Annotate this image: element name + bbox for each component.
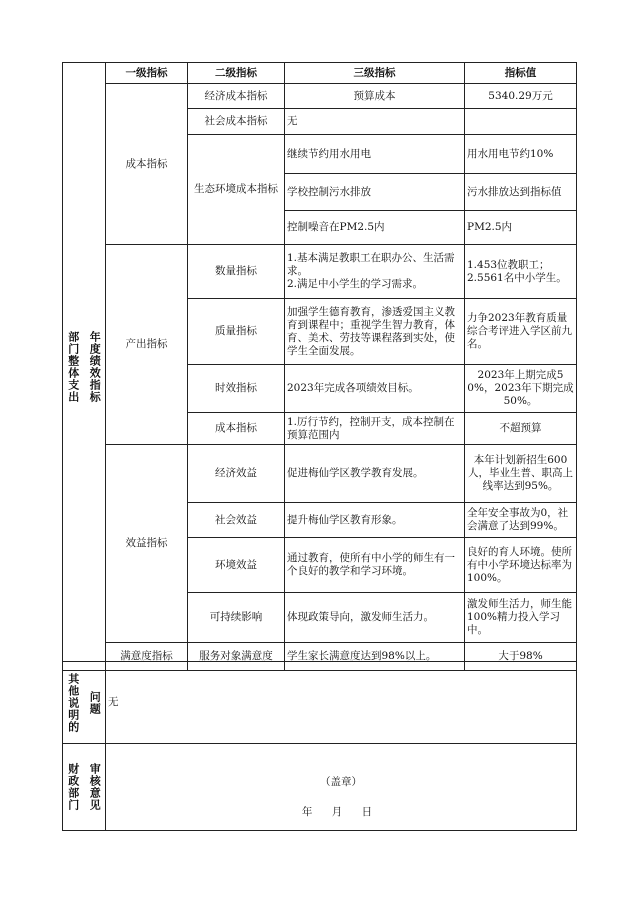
header-level1: 一级指标 (106, 63, 188, 84)
date-text: 年 月 日 (301, 806, 381, 818)
output-timeliness-value: 2023年上期完成50%，2023年下期完成50%。 (465, 365, 577, 413)
benefit-level1: 效益指标 (106, 445, 188, 643)
benefit-sustainable-level2: 可持续影响 (188, 593, 285, 643)
cost-eco-value-3: PM2.5内 (465, 211, 577, 245)
cost-eco-level3-1: 继续节约用水用电 (285, 135, 465, 174)
benefit-social-level2: 社会效益 (188, 503, 285, 538)
cost-eco-level2: 生态环境成本指标 (188, 135, 285, 245)
cost-economic-value: 5340.29万元 (465, 84, 577, 109)
benefit-economic-value: 本年计划新招生600人，毕业生普、职高上线率达到95%。 (465, 445, 577, 503)
cost-level1: 成本指标 (106, 84, 188, 245)
footer-table (62, 661, 577, 831)
header-level2: 二级指标 (188, 63, 285, 84)
output-quantity-value: 1.453位教职工； 2.5561名中小学生。 (465, 245, 577, 299)
output-cost-level2: 成本指标 (188, 413, 285, 445)
benefit-environment-value: 良好的育人环境。使所有中小学环境达标率为100%。 (465, 538, 577, 593)
benefit-economic-level2: 经济效益 (188, 445, 285, 503)
cost-eco-value-2: 污水排放达到指标值 (465, 174, 577, 211)
section-label-other-notes (63, 662, 106, 744)
cost-economic-level3: 预算成本 (285, 84, 465, 109)
output-level1: 产出指标 (106, 245, 188, 445)
header-value: 指标值 (465, 63, 577, 84)
other-label-col2: 问题 (88, 690, 102, 715)
seal-text: （盖章） (320, 776, 362, 788)
benefit-environment-level3: 通过教育，使所有中小学的师生有一个良好的教学和学习环境。 (285, 538, 465, 593)
output-quantity-level3: 1.基本满足教职工在职办公、生活需求。 2.满足中小学生的学习需求。 (285, 245, 465, 299)
benefit-economic-level3: 促进梅仙学区教学教育发展。 (285, 445, 465, 503)
satisfaction-level2: 服务对象满意度 (188, 643, 285, 671)
satisfaction-level1: 满意度指标 (106, 643, 188, 671)
satisfaction-value: 大于98% (465, 643, 577, 671)
cost-economic-level2: 经济成本指标 (188, 84, 285, 109)
benefit-social-value: 全年安全事故为0，社会满意了达到99%。 (465, 503, 577, 538)
cost-eco-value-1: 用水用电节约10% (465, 135, 577, 174)
output-quality-level2: 质量指标 (188, 299, 285, 365)
finance-label-col2: 审核意见 (88, 763, 102, 811)
cost-social-value (465, 109, 577, 135)
cost-social-level3: 无 (285, 109, 465, 135)
section-label-annual-performance (63, 63, 106, 671)
other-label-col1: 其他说明的 (66, 672, 80, 733)
cost-eco-level3-3: 控制噪音在PM2.5内 (285, 211, 465, 245)
output-timeliness-level2: 时效指标 (188, 365, 285, 413)
side-label-col2: 年度绩效指标 (88, 330, 102, 403)
cost-eco-level3-2: 学校控制污水排放 (285, 174, 465, 211)
side-label-col1: 部门整体支出 (66, 330, 80, 403)
output-cost-value: 不超预算 (465, 413, 577, 445)
benefit-sustainable-level3: 体现政策导向，激发师生活力。 (285, 593, 465, 643)
output-cost-level3: 1.厉行节约，控制开支，成本控制在预算范围内 (285, 413, 465, 445)
section-label-finance-approval (63, 744, 106, 831)
performance-table (62, 62, 577, 671)
output-timeliness-level3: 2023年完成各项绩效目标。 (285, 365, 465, 413)
finance-approval-cell (106, 744, 577, 831)
cost-social-level2: 社会成本指标 (188, 109, 285, 135)
benefit-environment-level2: 环境效益 (188, 538, 285, 593)
benefit-sustainable-value: 激发师生活力，师生能100%精力投入学习中。 (465, 593, 577, 643)
header-level3: 三级指标 (285, 63, 465, 84)
output-quality-value: 力争2023年教育质量综合考评进入学区前九名。 (465, 299, 577, 365)
other-content: 无 (106, 662, 577, 744)
benefit-social-level3: 提升梅仙学区教育形象。 (285, 503, 465, 538)
satisfaction-level3: 学生家长满意度达到98%以上。 (285, 643, 465, 671)
output-quality-level3: 加强学生德育教育，渗透爱国主义教育到课程中；重视学生智力教育，体育、美术、劳技等课程落到实处，使学生全面发展。 (285, 299, 465, 365)
finance-label-col1: 财政部门 (66, 763, 80, 811)
output-quantity-level2: 数量指标 (188, 245, 285, 299)
